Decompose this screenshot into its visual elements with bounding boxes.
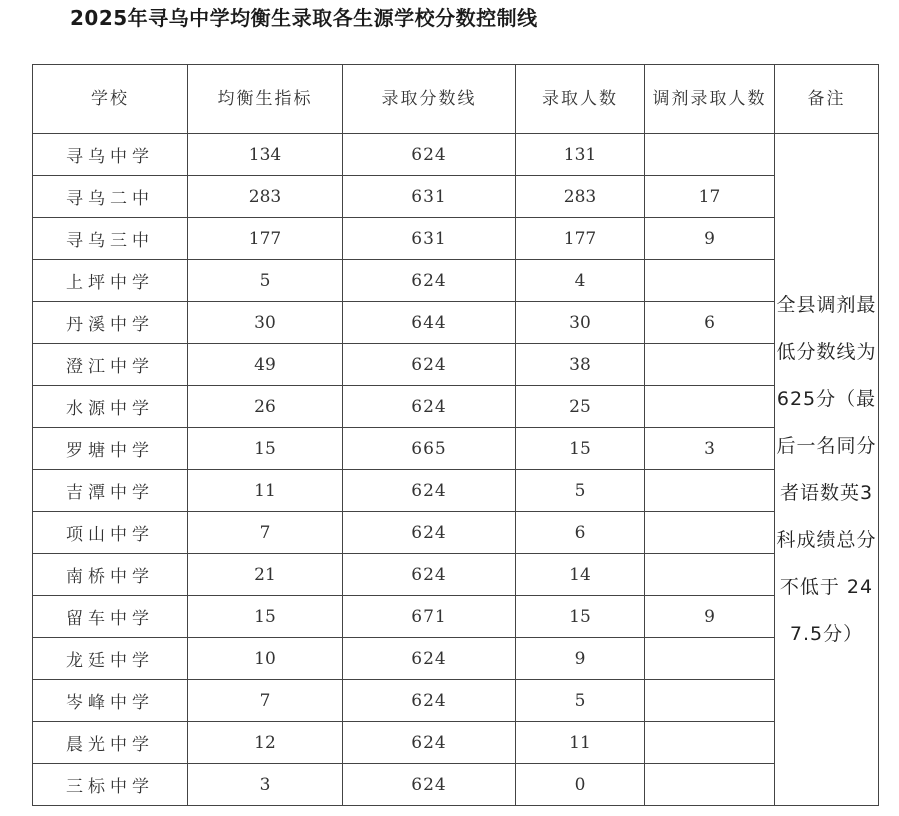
cell-quota: 283	[188, 176, 343, 218]
header-remarks: 备注	[775, 65, 879, 134]
cell-score: 624	[343, 344, 516, 386]
table-row	[33, 722, 879, 764]
cell-admitted: 9	[516, 638, 645, 680]
table-row	[33, 596, 879, 638]
table-row	[33, 764, 879, 806]
cell-quota: 15	[188, 596, 343, 638]
cell-adjusted: 9	[645, 596, 775, 638]
cell-admitted: 5	[516, 680, 645, 722]
cell-adjusted	[645, 722, 775, 764]
cell-school: 罗塘中学	[33, 428, 188, 470]
cell-admitted: 15	[516, 596, 645, 638]
cell-score: 624	[343, 638, 516, 680]
cell-admitted: 6	[516, 512, 645, 554]
cell-school: 三标中学	[33, 764, 188, 806]
cell-admitted: 15	[516, 428, 645, 470]
table-row	[33, 344, 879, 386]
table-row	[33, 260, 879, 302]
cell-score: 665	[343, 428, 516, 470]
cell-school: 澄江中学	[33, 344, 188, 386]
table-row	[33, 386, 879, 428]
document-title: 2025年寻乌中学均衡生录取各生源学校分数控制线	[70, 6, 538, 30]
cell-score: 624	[343, 554, 516, 596]
cell-adjusted	[645, 134, 775, 176]
cell-score: 624	[343, 260, 516, 302]
header-admitted-count: 录取人数	[516, 65, 645, 134]
admission-score-table	[32, 64, 879, 806]
cell-admitted: 11	[516, 722, 645, 764]
cell-score: 644	[343, 302, 516, 344]
cell-school: 岑峰中学	[33, 680, 188, 722]
cell-score: 624	[343, 470, 516, 512]
remarks-note: 全县调剂最低分数线为625分（最后一名同分者语数英3科成绩总分不低于 247.5分）	[775, 134, 879, 806]
cell-school: 水源中学	[33, 386, 188, 428]
cell-admitted: 5	[516, 470, 645, 512]
cell-admitted: 131	[516, 134, 645, 176]
cell-quota: 11	[188, 470, 343, 512]
cell-quota: 30	[188, 302, 343, 344]
table-header-row	[33, 65, 879, 134]
cell-admitted: 38	[516, 344, 645, 386]
cell-score: 624	[343, 134, 516, 176]
cell-school: 龙廷中学	[33, 638, 188, 680]
cell-admitted: 177	[516, 218, 645, 260]
cell-adjusted	[645, 554, 775, 596]
cell-school: 项山中学	[33, 512, 188, 554]
cell-school: 吉潭中学	[33, 470, 188, 512]
cell-adjusted: 3	[645, 428, 775, 470]
cell-school: 留车中学	[33, 596, 188, 638]
table-row	[33, 134, 879, 176]
cell-school: 寻乌三中	[33, 218, 188, 260]
cell-quota: 12	[188, 722, 343, 764]
cell-admitted: 30	[516, 302, 645, 344]
cell-quota: 26	[188, 386, 343, 428]
cell-quota: 134	[188, 134, 343, 176]
cell-score: 631	[343, 176, 516, 218]
table-row	[33, 218, 879, 260]
cell-score: 624	[343, 512, 516, 554]
cell-score: 624	[343, 680, 516, 722]
cell-quota: 3	[188, 764, 343, 806]
cell-admitted: 283	[516, 176, 645, 218]
cell-score: 671	[343, 596, 516, 638]
cell-adjusted: 9	[645, 218, 775, 260]
cell-admitted: 25	[516, 386, 645, 428]
cell-admitted: 0	[516, 764, 645, 806]
cell-adjusted: 17	[645, 176, 775, 218]
cell-score: 631	[343, 218, 516, 260]
cell-adjusted	[645, 764, 775, 806]
table-row	[33, 554, 879, 596]
cell-quota: 49	[188, 344, 343, 386]
cell-adjusted	[645, 344, 775, 386]
cell-quota: 7	[188, 680, 343, 722]
cell-school: 寻乌二中	[33, 176, 188, 218]
cell-school: 上坪中学	[33, 260, 188, 302]
cell-adjusted	[645, 680, 775, 722]
table-row	[33, 512, 879, 554]
table-row	[33, 428, 879, 470]
table-row	[33, 302, 879, 344]
table-row	[33, 680, 879, 722]
cell-quota: 7	[188, 512, 343, 554]
cell-adjusted	[645, 638, 775, 680]
cell-school: 寻乌中学	[33, 134, 188, 176]
cell-score: 624	[343, 386, 516, 428]
cell-quota: 5	[188, 260, 343, 302]
cell-school: 晨光中学	[33, 722, 188, 764]
cell-admitted: 14	[516, 554, 645, 596]
table-row	[33, 638, 879, 680]
cell-adjusted	[645, 386, 775, 428]
header-school: 学校	[33, 65, 188, 134]
cell-adjusted: 6	[645, 302, 775, 344]
cell-adjusted	[645, 260, 775, 302]
cell-score: 624	[343, 764, 516, 806]
cell-school: 丹溪中学	[33, 302, 188, 344]
cell-score: 624	[343, 722, 516, 764]
cell-quota: 10	[188, 638, 343, 680]
cell-adjusted	[645, 512, 775, 554]
cell-quota: 15	[188, 428, 343, 470]
cell-adjusted	[645, 470, 775, 512]
table-body	[33, 134, 879, 806]
cell-quota: 21	[188, 554, 343, 596]
header-score-line: 录取分数线	[343, 65, 516, 134]
cell-admitted: 4	[516, 260, 645, 302]
table-row	[33, 176, 879, 218]
header-quota: 均衡生指标	[188, 65, 343, 134]
cell-school: 南桥中学	[33, 554, 188, 596]
cell-quota: 177	[188, 218, 343, 260]
header-adjusted-count: 调剂录取人数	[645, 65, 775, 134]
table-row	[33, 470, 879, 512]
